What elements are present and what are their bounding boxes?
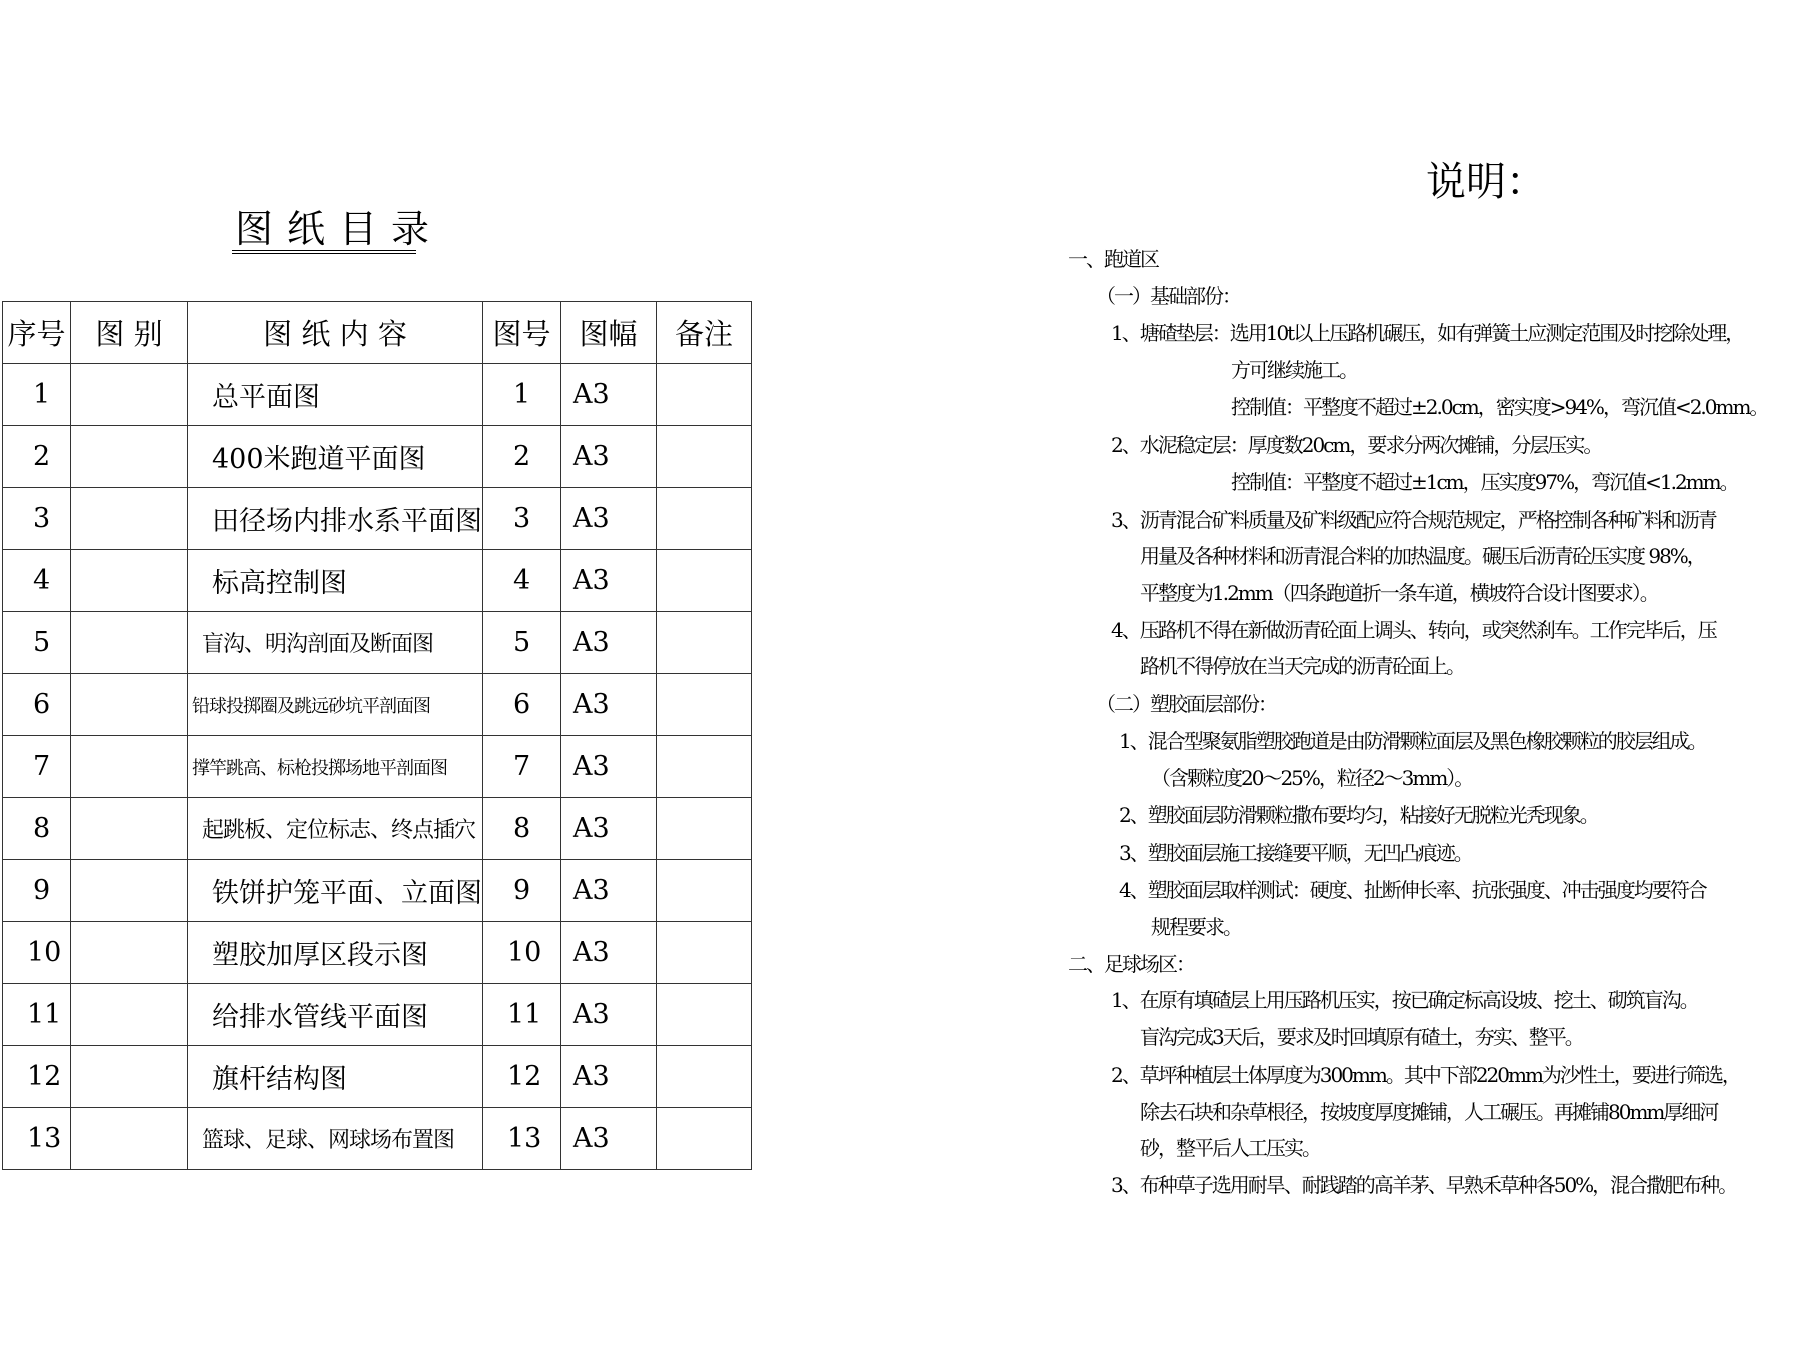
cell-content: 撑竿跳高、标枪投掷场地平剖面图 bbox=[188, 736, 483, 798]
table-row bbox=[3, 426, 752, 488]
cell-size: A3 bbox=[561, 426, 657, 488]
cell-note bbox=[657, 1046, 752, 1108]
note-line: 2、水泥稳定层：厚度数20cm，要求分两次摊铺，分层压实。 bbox=[1111, 433, 1602, 457]
cell-drawing-no: 6 bbox=[483, 674, 561, 736]
note-line: 控制值：平整度不超过±1cm，压实度97%，弯沉值<1.2mm。 bbox=[1231, 470, 1738, 494]
cell-content: 给排水管线平面图 bbox=[188, 984, 483, 1046]
table-row bbox=[3, 612, 752, 674]
note-line: 路机不得停放在当天完成的沥青砼面上。 bbox=[1140, 654, 1464, 678]
table-row bbox=[3, 860, 752, 922]
table-row bbox=[3, 1046, 752, 1108]
table-row bbox=[3, 364, 752, 426]
cell-note bbox=[657, 984, 752, 1046]
cell-note bbox=[657, 364, 752, 426]
cell-note bbox=[657, 1108, 752, 1170]
cell-content: 起跳板、定位标志、终点插穴 bbox=[188, 798, 483, 860]
cell-no: 12 bbox=[3, 1046, 71, 1108]
cell-type bbox=[71, 984, 188, 1046]
cell-content: 盲沟、明沟剖面及断面图 bbox=[188, 612, 483, 674]
cell-content: 400米跑道平面图 bbox=[188, 426, 483, 488]
cell-type bbox=[71, 1108, 188, 1170]
note-line: （二）塑胶面层部份： bbox=[1096, 692, 1276, 716]
cell-no: 13 bbox=[3, 1108, 71, 1170]
cell-note bbox=[657, 736, 752, 798]
cell-no: 3 bbox=[3, 488, 71, 550]
note-line: 二、足球场区： bbox=[1068, 952, 1194, 976]
cell-size: A3 bbox=[561, 364, 657, 426]
note-line: 除去石块和杂草根径，按坡度厚度摊铺，人工碾压。再摊铺80mm厚细河 bbox=[1140, 1100, 1718, 1124]
note-line: 1、在原有填碴层上用压路机压实，按已确定标高设坡、挖土、砌筑盲沟。 bbox=[1111, 988, 1698, 1012]
note-line: 平整度为1.2mm（四条跑道折一条车道，横坡符合设计图要求）。 bbox=[1140, 581, 1658, 605]
note-line: 3、沥青混合矿料质量及矿料级配应符合规范规定，严格控制各种矿料和沥青 bbox=[1111, 508, 1716, 532]
cell-content: 标高控制图 bbox=[188, 550, 483, 612]
cell-drawing-no: 11 bbox=[483, 984, 561, 1046]
table-row bbox=[3, 550, 752, 612]
cell-drawing-no: 13 bbox=[483, 1108, 561, 1170]
notes-title: 说明： bbox=[1426, 159, 1546, 205]
cell-drawing-no: 9 bbox=[483, 860, 561, 922]
cell-type bbox=[71, 364, 188, 426]
note-line: 4、塑胶面层取样测试：硬度、扯断伸长率、抗张强度、冲击强度均要符合 bbox=[1119, 878, 1706, 902]
cell-drawing-no: 12 bbox=[483, 1046, 561, 1108]
cell-no: 11 bbox=[3, 984, 71, 1046]
cell-drawing-no: 4 bbox=[483, 550, 561, 612]
cell-no: 9 bbox=[3, 860, 71, 922]
note-line: 1、混合型聚氨脂塑胶跑道是由防滑颗粒面层及黑色橡胶颗粒的胶层组成。 bbox=[1119, 729, 1706, 753]
cell-drawing-no: 5 bbox=[483, 612, 561, 674]
cell-no: 5 bbox=[3, 612, 71, 674]
note-line: 3、塑胶面层施工接缝要平顺，无凹凸痕迹。 bbox=[1119, 841, 1472, 865]
cell-drawing-no: 3 bbox=[483, 488, 561, 550]
cell-type bbox=[71, 1046, 188, 1108]
cell-note bbox=[657, 922, 752, 984]
cell-size: A3 bbox=[561, 550, 657, 612]
cell-note bbox=[657, 860, 752, 922]
table-row bbox=[3, 1108, 752, 1170]
note-line: 2、塑胶面层防滑颗粒撒布要均匀，粘接好无脱粒光秃现象。 bbox=[1119, 803, 1598, 827]
note-line: 盲沟完成3天后，要求及时回填原有碴土，夯实、整平。 bbox=[1140, 1025, 1583, 1049]
cell-content: 总平面图 bbox=[188, 364, 483, 426]
note-line: （含颗粒度20～25%，粒径2～3mm）。 bbox=[1151, 766, 1473, 790]
cell-size: A3 bbox=[561, 860, 657, 922]
header-note: 备注 bbox=[657, 302, 752, 364]
note-line: 3、布种草子选用耐旱、耐践踏的高羊茅、早熟禾草种各50%，混合撒肥布种。 bbox=[1111, 1173, 1737, 1197]
cell-size: A3 bbox=[561, 488, 657, 550]
cell-type bbox=[71, 860, 188, 922]
cell-size: A3 bbox=[561, 798, 657, 860]
cell-type bbox=[71, 426, 188, 488]
cell-type bbox=[71, 488, 188, 550]
cell-size: A3 bbox=[561, 674, 657, 736]
cell-content: 篮球、足球、网球场布置图 bbox=[188, 1108, 483, 1170]
cell-note bbox=[657, 426, 752, 488]
note-line: 控制值：平整度不超过±2.0cm，密实度>94%，弯沉值<2.0mm。 bbox=[1231, 395, 1768, 419]
table-row bbox=[3, 674, 752, 736]
cell-size: A3 bbox=[561, 922, 657, 984]
drawing-catalog-table bbox=[2, 301, 752, 1170]
cell-note bbox=[657, 550, 752, 612]
note-line: 2、草坪种植层土体厚度为300mm。其中下部220mm为沙性土，要进行筛选， bbox=[1111, 1063, 1740, 1087]
cell-note bbox=[657, 674, 752, 736]
cell-size: A3 bbox=[561, 612, 657, 674]
title-underline bbox=[232, 250, 416, 254]
cell-type bbox=[71, 612, 188, 674]
table-row bbox=[3, 922, 752, 984]
cell-drawing-no: 2 bbox=[483, 426, 561, 488]
cell-note bbox=[657, 798, 752, 860]
note-line: 一、跑道区 bbox=[1068, 247, 1158, 271]
table-row bbox=[3, 984, 752, 1046]
cell-drawing-no: 1 bbox=[483, 364, 561, 426]
cell-type bbox=[71, 798, 188, 860]
table-row bbox=[3, 798, 752, 860]
note-line: 4、压路机不得在新做沥青砼面上调头、转向，或突然刹车。工作完毕后，压 bbox=[1111, 618, 1716, 642]
cell-no: 7 bbox=[3, 736, 71, 798]
cell-no: 6 bbox=[3, 674, 71, 736]
cell-size: A3 bbox=[561, 736, 657, 798]
cell-content: 铅球投掷圈及跳远砂坑平剖面图 bbox=[188, 674, 483, 736]
table-row bbox=[3, 736, 752, 798]
header-content: 图 纸 内 容 bbox=[188, 302, 483, 364]
cell-note bbox=[657, 488, 752, 550]
table-row bbox=[3, 488, 752, 550]
note-line: 规程要求。 bbox=[1151, 915, 1241, 939]
note-line: 方可继续施工。 bbox=[1231, 358, 1357, 382]
note-line: 用量及各种材料和沥青混合料的加热温度。碾压后沥青砼压实度 98%， bbox=[1140, 544, 1705, 568]
cell-type bbox=[71, 922, 188, 984]
cell-type bbox=[71, 550, 188, 612]
header-no: 序号 bbox=[3, 302, 71, 364]
cell-drawing-no: 10 bbox=[483, 922, 561, 984]
cell-no: 1 bbox=[3, 364, 71, 426]
cell-note bbox=[657, 612, 752, 674]
header-size: 图幅 bbox=[561, 302, 657, 364]
header-drawing-no: 图号 bbox=[483, 302, 561, 364]
note-line: 1、塘碴垫层：选用10t以上压路机碾压，如有弹簧土应测定范围及时挖除处理， bbox=[1111, 321, 1744, 345]
cell-no: 4 bbox=[3, 550, 71, 612]
cell-type bbox=[71, 736, 188, 798]
header-type: 图 别 bbox=[71, 302, 188, 364]
cell-size: A3 bbox=[561, 1108, 657, 1170]
cell-size: A3 bbox=[561, 984, 657, 1046]
cell-content: 田径场内排水系平面图 bbox=[188, 488, 483, 550]
note-line: （一）基础部份： bbox=[1096, 284, 1240, 308]
cell-drawing-no: 7 bbox=[483, 736, 561, 798]
cell-no: 10 bbox=[3, 922, 71, 984]
cell-no: 8 bbox=[3, 798, 71, 860]
cell-type bbox=[71, 674, 188, 736]
cell-content: 铁饼护笼平面、立面图 bbox=[188, 860, 483, 922]
table-header-row bbox=[3, 302, 752, 364]
cell-drawing-no: 8 bbox=[483, 798, 561, 860]
cell-content: 旗杆结构图 bbox=[188, 1046, 483, 1108]
catalog-title: 图纸目录 bbox=[235, 207, 444, 251]
cell-no: 2 bbox=[3, 426, 71, 488]
cell-content: 塑胶加厚区段示图 bbox=[188, 922, 483, 984]
note-line: 砂，整平后人工压实。 bbox=[1140, 1136, 1320, 1160]
cell-size: A3 bbox=[561, 1046, 657, 1108]
